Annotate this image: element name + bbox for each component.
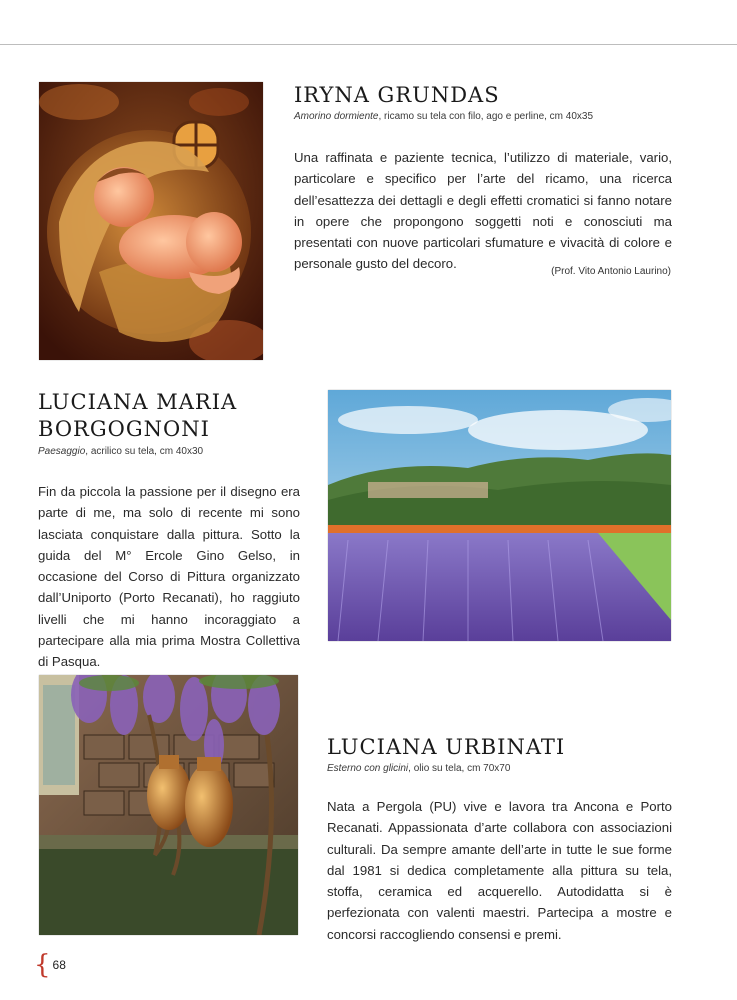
critic-attribution: (Prof. Vito Antonio Laurino) <box>551 266 671 277</box>
brace-ornament: { <box>34 950 51 980</box>
artist-description: Una raffinata e paziente tecnica, l’utilizzo di materiale, vario, particolare e specifico per l’arte del ricamo, una ricerca dell’esattezza dei dettagli e degli effetti cromatici si fanno notare in opere che propongono soggetti noti e conosciuti ma presentati con nuove particolari sfumature e vivacità di colore e personale gusto del decoro. <box>294 150 672 272</box>
artwork-caption <box>38 445 203 458</box>
artist-name-line2: BORGOGNONI <box>38 417 210 441</box>
artist-name-luciana-urbinati: LUCIANA URBINATI <box>327 735 566 759</box>
artwork-caption <box>327 762 510 775</box>
artist-name-line1: LUCIANA MARIA <box>38 390 238 414</box>
top-rule <box>0 44 737 45</box>
artwork-title: Amorino dormiente <box>294 111 379 122</box>
artwork-caption <box>294 110 593 123</box>
artwork-title: Esterno con glicini <box>327 763 409 774</box>
artist-name-luciana-maria-borgognoni <box>38 389 237 443</box>
artist-name-iryna-grundas: IRYNA GRUNDAS <box>294 83 500 107</box>
artwork-details: , olio su tela, cm 70x70 <box>408 763 511 774</box>
artist-description: Fin da piccola la passione per il disegno era parte di me, ma solo di recente mi sono lasciata conquistare dalla pittura. Sotto la guida del M° Ercole Gino Gelso, in occasione del Corso di Pittura organizzato dall’Uniporto (Porto Recanati), ho raggiuto livelli che mi hanno incoraggiato a partecipare alla mia prima Mostra Collettiva di Pasqua. <box>38 484 300 670</box>
artwork-paesaggio <box>328 390 671 641</box>
page-number: 68 <box>52 958 66 972</box>
artwork-amorino-dormiente <box>39 82 263 360</box>
artwork-details: , ricamo su tela con filo, ago e perline, cm 40x35 <box>378 111 594 122</box>
artwork-title: Paesaggio <box>38 446 86 457</box>
page-footer <box>34 952 66 978</box>
artwork-details: , acrilico su tela, cm 40x30 <box>85 446 204 457</box>
artist-description: Nata a Pergola (PU) vive e lavora tra Ancona e Porto Recanati. Appassionata d’arte collabora con associazioni culturali. Da sempre amante dell’arte in tutte le sue forme dal 1981 si dedica completamente alla pittura su tela, stoffa, ceramica ed acquerello. Autodidatta si è perfezionata con valenti maestri. Partecipa a mostre e concorsi raccogliendo consensi e premi. <box>327 799 672 942</box>
artwork-esterno-con-glicini <box>39 675 298 935</box>
